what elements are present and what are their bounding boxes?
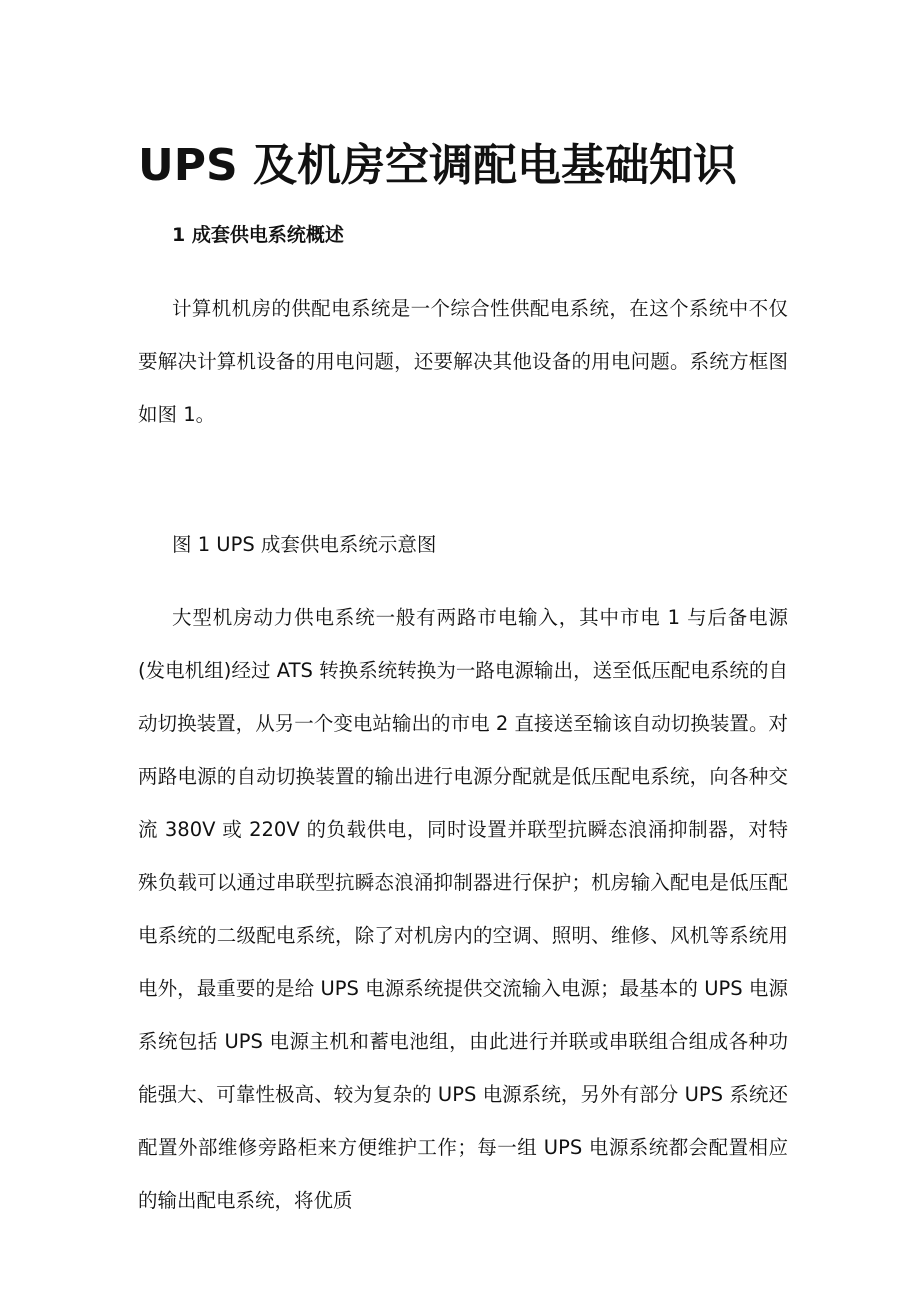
figure-caption: 图 1 UPS 成套供电系统示意图 [172, 533, 437, 556]
paragraph-power-system: 大型机房动力供电系统一般有两路市电输入，其中市电 1 与后备电源(发电机组)经过 ATS 转换系统转换为一路电源输出，送至低压配电系统的自动切换装置，从另一个变电站输出的市电 2 直接送至输该自动切换装置。对两路电源的自动切换装置的输出进行电源分配就是低压配电系统，向各种交流 380V 或 220V 的负载供电，同时设置并联型抗瞬态浪涌抑制器，对特殊负载可以通过串联型抗瞬态浪涌抑制器进行保护；机房输入配电是低压配电系统的二级配电系统，除了对机房内的空调、照明、维修、风机等系统用电外，最重要的是给 UPS 电源系统提供交流输入电源；最基本的 UPS 电源系统包括 UPS 电源主机和蓄电池组，由此进行并联或串联组合组成各种功能强大、可靠性极高、较为复杂的 UPS 电源系统，另外有部分 UPS 系统还配置外部维修旁路柜来方便维护工作；每一组 UPS 电源系统都会配置相应的输出配电系统，将优质 [138, 606, 788, 1212]
document-title: UPS 及机房空调配电基础知识 [138, 140, 737, 191]
section-heading: 1 成套供电系统概述 [172, 224, 344, 246]
paragraph-intro: 计算机机房的供配电系统是一个综合性供配电系统，在这个系统中不仅要解决计算机设备的用电问题，还要解决其他设备的用电问题。系统方框图如图 1。 [138, 297, 788, 426]
